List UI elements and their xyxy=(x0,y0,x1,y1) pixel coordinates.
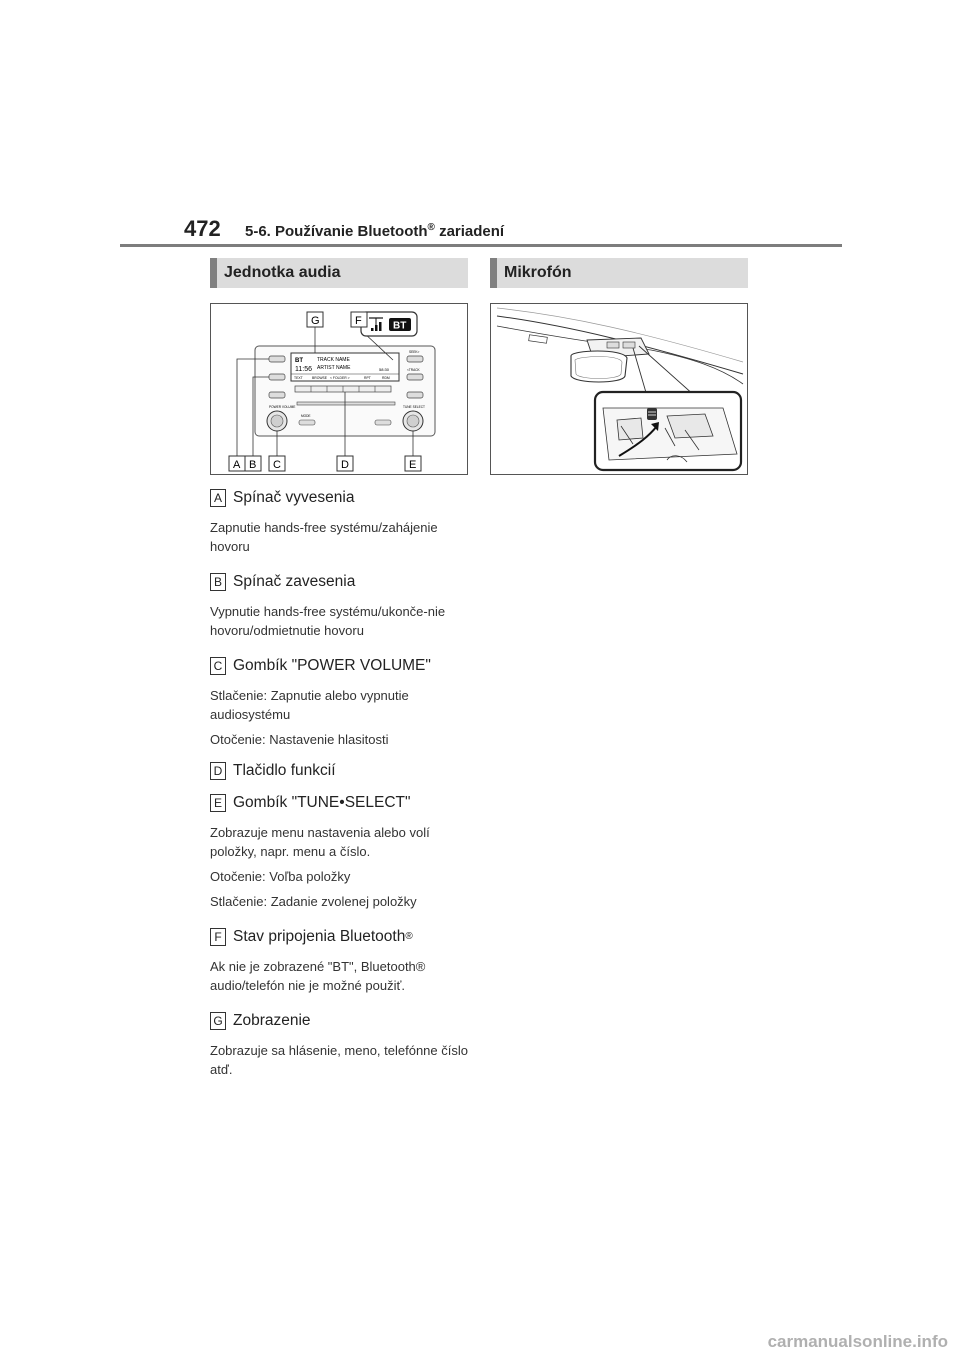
softkey-0: TEXT xyxy=(294,376,303,380)
item-description: Otočenie: Nastavenie hlasitosti xyxy=(210,732,389,747)
item-e xyxy=(210,793,472,911)
callout-d: D xyxy=(341,459,349,471)
item-description: Otočenie: Voľba položky xyxy=(210,869,351,884)
item-title: Spínač zavesenia xyxy=(233,573,356,590)
item-badge: D xyxy=(210,762,226,780)
callout-a: A xyxy=(233,459,241,471)
softkey-2: < FOLDER > xyxy=(330,376,350,380)
item-d xyxy=(210,761,472,781)
eject-button xyxy=(269,392,285,398)
item-title: Tlačidlo funkcií xyxy=(233,762,336,779)
item-description: Zobrazuje menu nastavenia alebo volí položky, napr. menu a číslo. xyxy=(210,825,430,859)
callout-f: F xyxy=(355,315,362,327)
item-g xyxy=(210,1011,472,1079)
item-description: Stlačenie: Zadanie zvolenej položky xyxy=(210,894,417,909)
display-bt-indicator: BT xyxy=(295,358,303,364)
mode-label: MODE xyxy=(301,414,311,418)
callout-e: E xyxy=(409,459,417,471)
track-label: <TRACK xyxy=(407,368,420,372)
section-header-audio: Jednotka audia xyxy=(210,258,468,288)
item-description: Stlačenie: Zapnutie alebo vypnutie audiosystému xyxy=(210,688,409,722)
tune-select-label: TUNE SELECT xyxy=(403,405,425,409)
item-description: Zobrazuje sa hlásenie, meno, telefónne číslo atď. xyxy=(210,1043,468,1077)
item-heading xyxy=(210,572,472,592)
watermark: carmanualsonline.info xyxy=(767,1332,948,1351)
item-title: Stav pripojenia Bluetooth xyxy=(233,928,406,945)
microphone-drawing xyxy=(491,304,749,476)
item-heading xyxy=(210,793,472,813)
callout-g: G xyxy=(311,315,320,327)
item-heading xyxy=(210,1011,472,1031)
item-b xyxy=(210,572,472,640)
microphone-icon xyxy=(647,408,657,420)
callout-b: B xyxy=(249,459,257,471)
item-title: Spínač vyvesenia xyxy=(233,489,355,506)
bt-icon-text: BT xyxy=(393,320,407,332)
display-track-name: TRACK NAME xyxy=(317,357,350,363)
setup-button xyxy=(375,420,391,425)
page-number: 472 xyxy=(184,216,221,241)
item-badge: F xyxy=(210,928,226,946)
softkey-4: RDM xyxy=(382,376,390,380)
microphone-figure xyxy=(490,303,748,475)
item-badge: B xyxy=(210,573,226,591)
item-title-sup: ® xyxy=(405,931,413,942)
item-badge: A xyxy=(210,489,226,507)
callout-c: C xyxy=(273,459,281,471)
item-description: Vypnutie hands-free systému/ukonče-nie hovoru/odmietnutie hovoru xyxy=(210,604,446,638)
item-description: Ak nie je zobrazené "BT", Bluetooth® audio/telefón nie je možné použiť. xyxy=(210,959,426,993)
display-clock: 11:56 xyxy=(295,366,312,373)
item-heading xyxy=(210,488,472,508)
track-button xyxy=(407,374,423,380)
item-list xyxy=(210,488,472,1079)
item-badge: E xyxy=(210,794,226,812)
audio-unit-figure xyxy=(210,303,468,475)
item-badge: C xyxy=(210,657,226,675)
hook-on-button xyxy=(269,356,285,362)
softkey-3: RPT xyxy=(364,376,371,380)
item-heading xyxy=(210,761,472,781)
item-a xyxy=(210,488,472,556)
item-c xyxy=(210,656,472,749)
chapter-title: 5-6. Používanie Bluetooth® zariadení xyxy=(245,222,505,240)
item-heading xyxy=(210,927,472,947)
power-volume-label: POWER VOLUME xyxy=(269,405,296,409)
display-elapsed: 58:30 xyxy=(379,367,390,372)
section-header-microphone: Mikrofón xyxy=(490,258,748,288)
item-description: Zapnutie hands-free systému/zahájenie hovoru xyxy=(210,520,438,554)
seek-button xyxy=(407,356,423,362)
hook-off-button xyxy=(269,374,285,380)
skip-button xyxy=(407,392,423,398)
mode-button xyxy=(299,420,315,425)
softkey-1: BROWSE xyxy=(312,376,328,380)
header-rule xyxy=(120,244,842,247)
rearview-mirror xyxy=(571,351,627,382)
item-badge: G xyxy=(210,1012,226,1030)
item-f xyxy=(210,927,472,995)
audio-unit-drawing xyxy=(211,304,469,476)
item-heading xyxy=(210,656,472,676)
seek-label: SEEK> xyxy=(409,350,420,354)
display-artist-name: ARTIST NAME xyxy=(317,365,351,371)
item-title: Gombík "POWER VOLUME" xyxy=(233,657,431,674)
item-title: Gombík "TUNE•SELECT" xyxy=(233,794,411,811)
item-title: Zobrazenie xyxy=(233,1012,311,1029)
